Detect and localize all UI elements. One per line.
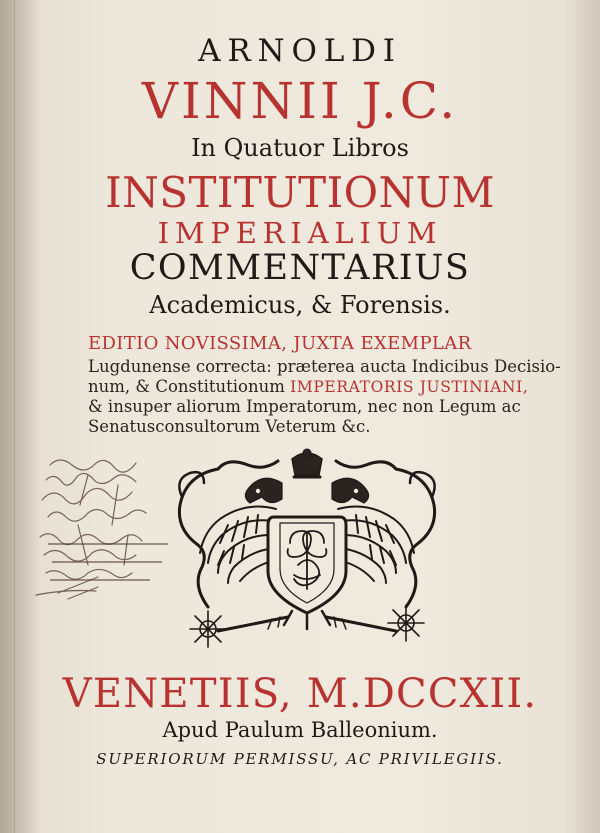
- imprint-printer: Apud Paulum Balleonium.: [162, 718, 438, 742]
- author-second-name: VINNII J.C.: [141, 72, 459, 130]
- emperor-name: IMPERATORIS JUSTINIANI,: [290, 378, 529, 396]
- imprint-privilege: SUPERIORUM PERMISSU, AC PRIVILEGIIS.: [96, 750, 504, 768]
- handwritten-signature-icon: [28, 445, 178, 615]
- body-line-4: Senatusconsultorum Veterum &c.: [88, 417, 371, 436]
- body-line-2-text: num, & Constitutionum: [88, 377, 285, 396]
- title-imperialium: IMPERIALIUM: [157, 216, 443, 250]
- crown-icon: [292, 449, 322, 477]
- imprint-place-date: VENETIIS, M.DCCXII.: [62, 671, 538, 717]
- subtitle-academicus: Academicus, & Forensis.: [149, 291, 451, 319]
- body-line-1: Lugdunense correcta: præterea aucta Indicibus Decisio-: [88, 357, 561, 376]
- subtitle-quatuor-libros: In Quatuor Libros: [191, 134, 409, 162]
- title-commentarius: COMMENTARIUS: [129, 248, 471, 288]
- edition-statement: EDITIO NOVISSIMA, JUXTA EXEMPLAR: [88, 333, 472, 354]
- title-institutionum: INSTITUTIONUM: [105, 168, 495, 217]
- body-line-3: & insuper aliorum Imperatorum, nec non Legum ac: [88, 397, 521, 416]
- double-headed-eagle-crest-icon: [168, 447, 446, 652]
- body-line-2: [88, 379, 548, 396]
- author-first-name: ARNOLDI: [198, 33, 402, 69]
